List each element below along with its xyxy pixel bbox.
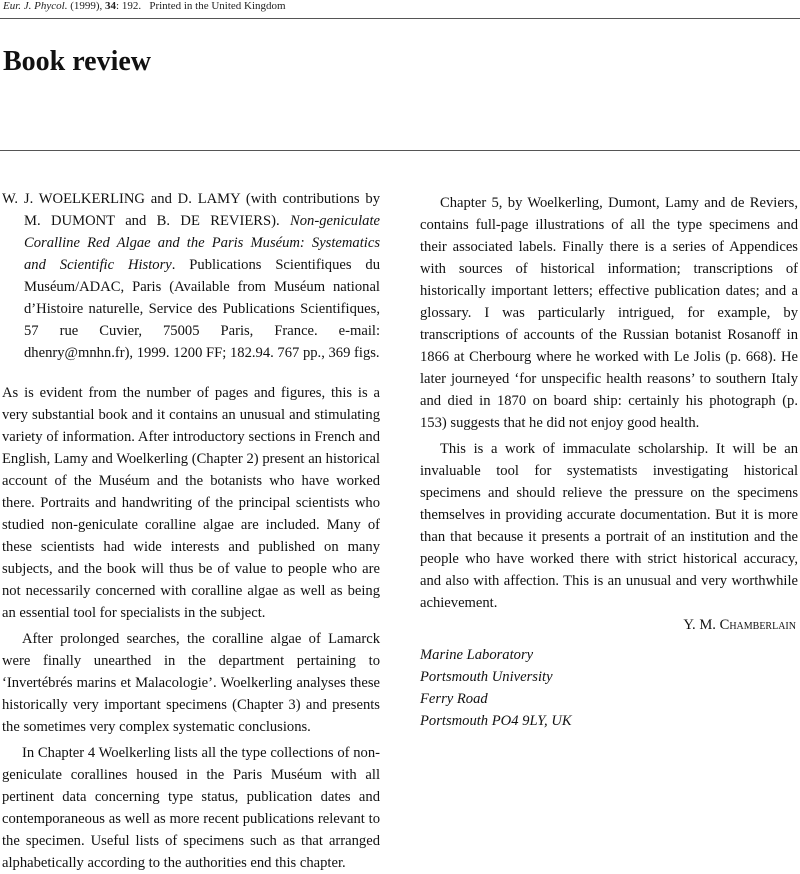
header-rule: [0, 18, 800, 19]
paragraph-5: This is a work of immaculate scholarship. It will be an invaluable tool for systematists investigating historical specimens and should relieve the pressure on the specimens themselves in providing accurate documentation. But it is more than that because it presents a portrait of an institution and the people who have worked there with strict historical accuracy, and also with affection. This is an unusual and very worthwhile achievement.: [420, 441, 798, 611]
paragraph-1: As is evident from the number of pages and figures, this is a very substantial book and it contains an unusual and stimulating variety of information. After introductory sections in French and English, Lamy and Woelkerling (Chapter 2) present an historical account of the Muséum and the botanists who have worked there. Portraits and handwriting of the principal scientists who studied non-geniculate coralline algae are included. Many of these scientists had wide interests and published on many subjects, and the book will thus be of value to people who are not necessarily concerned with coralline algae as well as being an essential tool for specialists in the subject.: [2, 385, 380, 621]
left-column: [2, 188, 380, 874]
paragraph-3: In Chapter 4 Woelkerling lists all the type collections of non-geniculate corallines housed in the Paris Muséum with all pertinent data concerning type status, publication dates and contemporaneous as well as more recent publications relevant to the specimen. Useful lists of specimens such as that arranged alphabetically according to the authorities end this chapter.: [2, 745, 380, 871]
address-line: Ferry Road: [420, 691, 488, 707]
printed-note: Printed in the United Kingdom: [149, 0, 286, 12]
reviewer-name: Y. M. Chamberlain: [683, 617, 796, 633]
page-title: Book review: [3, 46, 152, 77]
title-rule: [0, 150, 800, 151]
address-line: Portsmouth University: [420, 669, 553, 685]
citation-book-title: Non-geniculate Coralline Red Algae and the Paris Muséum: Systematics and Scientific History: [24, 213, 380, 273]
book-citation: [2, 188, 380, 364]
running-header: [3, 0, 286, 12]
address-line: Marine Laboratory: [420, 647, 534, 663]
reviewer-address: [420, 644, 798, 732]
journal-pages: : 192.: [116, 0, 142, 12]
journal-name: Eur. J. Phycol.: [3, 0, 68, 12]
journal-volume: 34: [105, 0, 117, 12]
citation-authors: W. J. WOELKERLING and D. LAMY (with contributions by M. DUMONT and B. DE REVIERS).: [2, 191, 380, 229]
paragraph-2: After prolonged searches, the coralline algae of Lamarck were finally unearthed in the department pertaining to ‘Invertébrés marins et Malacologie’. Woelkerling analyses these historically very important specimens (Chapter 3) and presents the sometimes very complex systematic conclusions.: [2, 631, 380, 735]
citation-details: . Publications Scientifiques du Muséum/ADAC, Paris (Available from Muséum national d’Histoire naturelle, Service des Publications Scientifiques, 57 rue Cuvier, 75005 Paris, France. e-mail: dhenry@mnhn.fr), 1999. 1200 FF; 182.94. 767 pp., 369 figs.: [24, 257, 380, 361]
address-line: Portsmouth PO4 9LY, UK: [420, 713, 572, 729]
journal-year: (1999),: [70, 0, 103, 12]
paragraph-4: Chapter 5, by Woelkerling, Dumont, Lamy and de Reviers, contains full-page illustrations of all the type specimens and their associated labels. Finally there is a series of Appendices with sources of historical information; transcriptions of historically important letters; effective publication dates; and a glossary. I was particularly intrigued, for example, by transcriptions of accounts of the Russian botanist Rosanoff in 1866 at Cherbourg where he worked with Le Jolis (p. 668). He later journeyed ‘for unspecific health reasons’ to southern Italy and died in 1870 on board ship: certainly his photograph (p. 153) suggests that he did not enjoy good health.: [420, 195, 798, 431]
right-column: [420, 188, 798, 732]
